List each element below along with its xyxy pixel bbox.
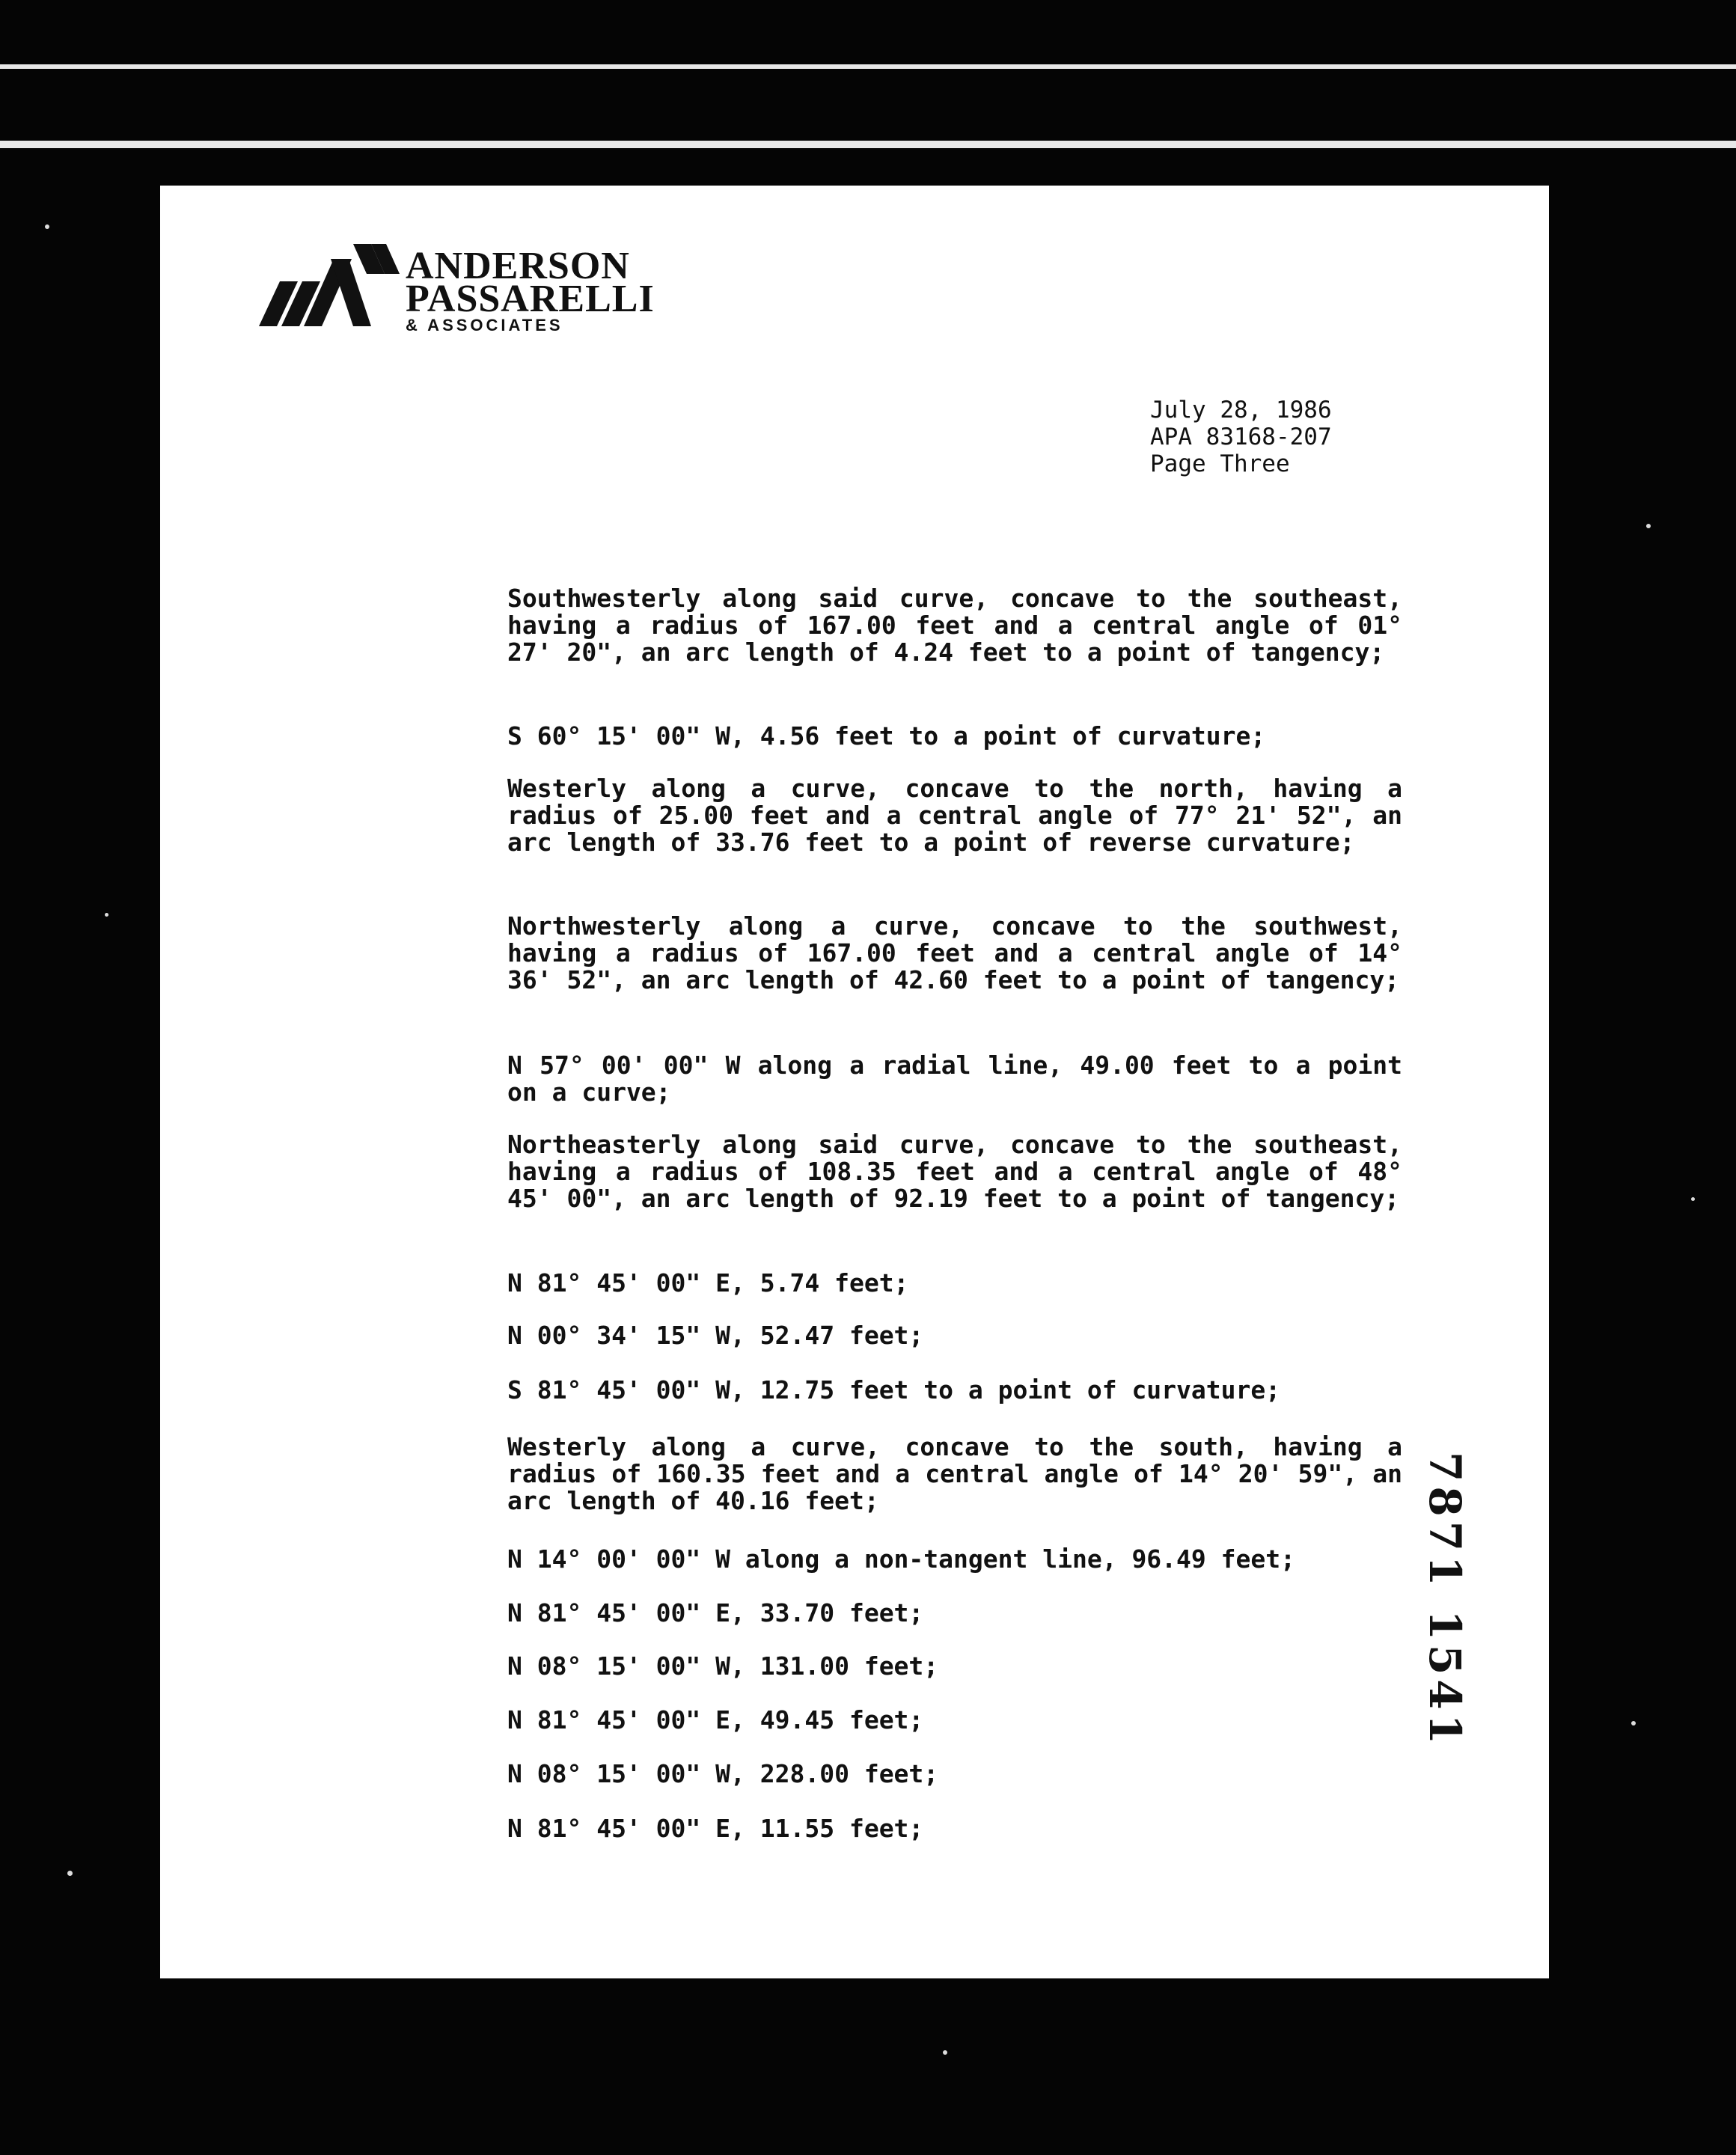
company-logo-mark [259,244,401,334]
scan-speck [45,224,49,229]
company-name-line3: & ASSOCIATES [406,316,563,334]
description-paragraph: N 81° 45' 00" E, 5.74 feet; [507,1268,909,1297]
scan-speck [1646,524,1651,528]
scan-speck [105,913,109,917]
letter-date: July 28, 1986 [1150,397,1332,424]
scan-edge-line-top [0,64,1736,69]
description-paragraph: N 81° 45' 00" E, 49.45 feet; [507,1705,924,1734]
page-label: Page Three [1150,450,1290,477]
description-paragraph: Westerly along a curve, concave to the south, having a radius of 160.35 feet and a central angle of 14° 20' 59", an arc length of 40.16 feet; [507,1432,1402,1515]
description-paragraph: N 57° 00' 00" W along a radial line, 49.00 feet to a point on a curve; [507,1051,1402,1107]
description-paragraph: N 00° 34' 15" W, 52.47 feet; [507,1321,924,1350]
description-paragraph: N 81° 45' 00" E, 11.55 feet; [507,1814,924,1843]
description-paragraph: S 60° 15' 00" W, 4.56 feet to a point of curvature; [507,721,1266,751]
recording-number-stamp [1419,1452,1470,1749]
description-paragraph: N 14° 00' 00" W along a non-tangent line, 96.49 feet; [507,1544,1295,1574]
company-letterhead [259,239,655,344]
scan-speck [67,1871,73,1876]
description-paragraph: Westerly along a curve, concave to the north, having a radius of 25.00 feet and a central angle of 77° 21' 52", an arc length of 33.76 feet to a point of reverse curvature; [507,774,1402,857]
company-name-line1: ANDERSON [406,245,630,287]
recording-number: 7871 1541 [1419,1452,1470,1749]
description-paragraph: Northeasterly along said curve, concave to the southeast, having a radius of 108.35 feet and a central angle of 48° 45' 00", an arc length of 92.19 feet to a point of tangency; [507,1130,1402,1213]
description-paragraph: Southwesterly along said curve, concave to the southeast, having a radius of 167.00 feet and a central angle of 01° 27' 20", an arc length of 4.24 feet to a point of tangency; [507,584,1402,667]
description-paragraph: N 81° 45' 00" E, 33.70 feet; [507,1598,924,1627]
file-number: APA 83168-207 [1150,424,1332,450]
scan-speck [1631,1721,1636,1725]
description-paragraph: N 08° 15' 00" W, 228.00 feet; [507,1759,939,1788]
scan-speck [1691,1197,1695,1201]
description-paragraph: S 81° 45' 00" W, 12.75 feet to a point of curvature; [507,1375,1281,1404]
reference-block [1150,397,1332,477]
description-paragraph: Northwesterly along a curve, concave to the southwest, having a radius of 167.00 feet and a central angle of 14° 36' 52", an arc length of 42.60 feet to a point of tangency; [507,911,1402,994]
company-name-line2: PASSARELLI [406,278,655,320]
scan-speck [943,2050,947,2055]
description-paragraph: N 08° 15' 00" W, 131.00 feet; [507,1651,939,1681]
scan-edge-line [0,141,1736,148]
